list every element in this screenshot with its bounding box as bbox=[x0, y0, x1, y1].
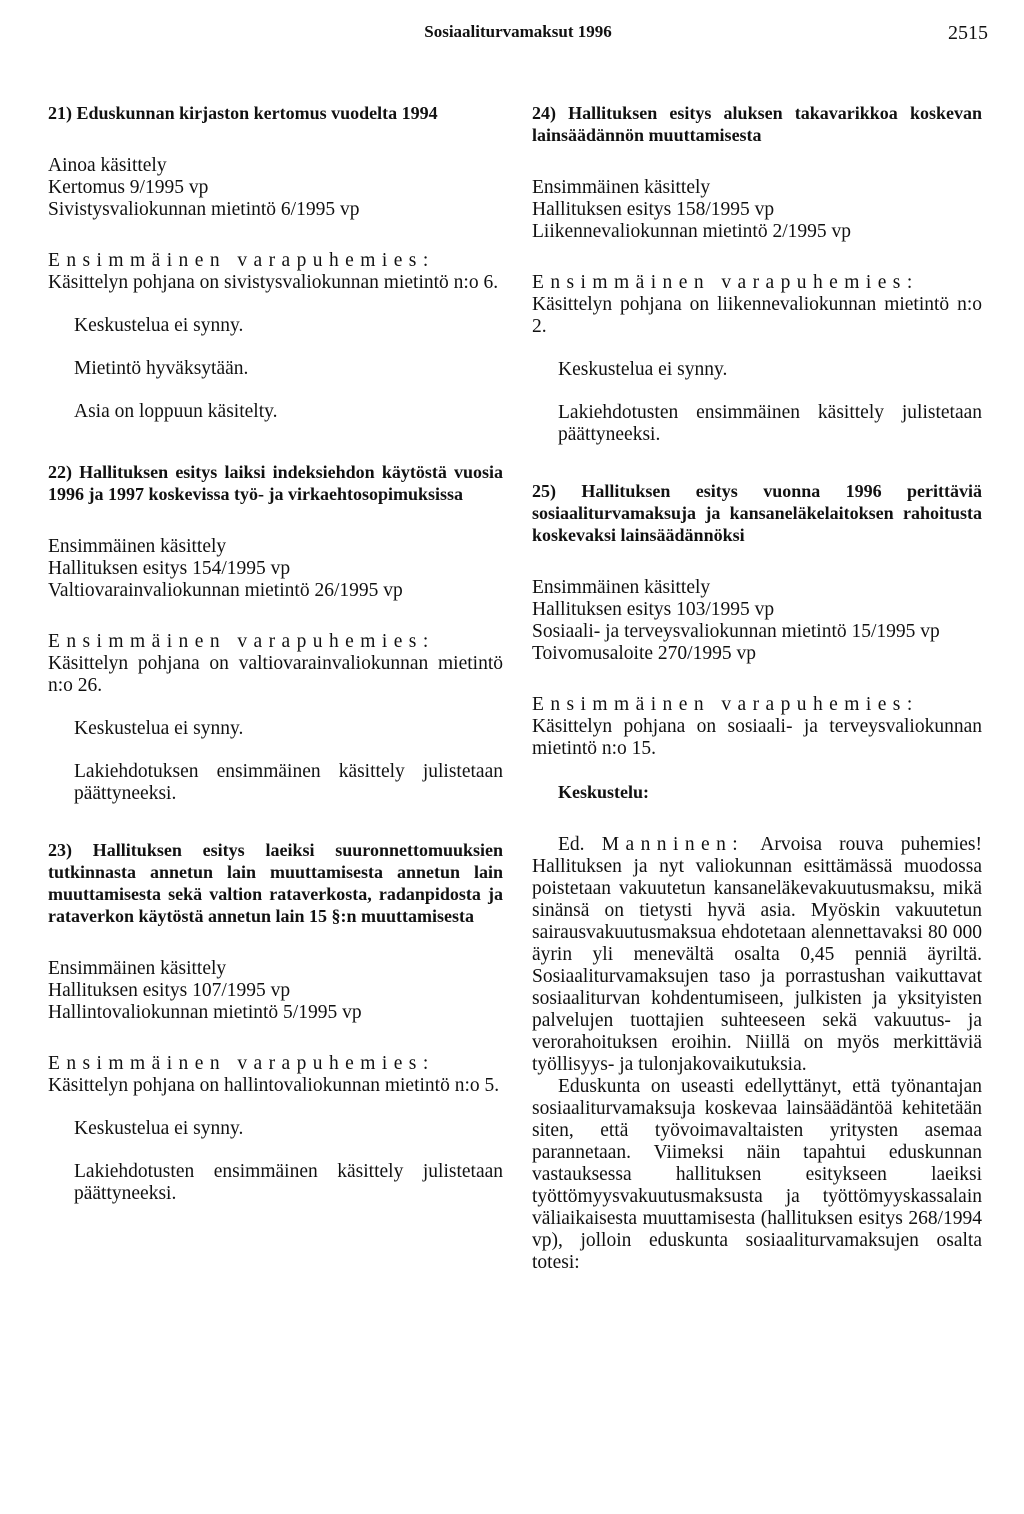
motion-reference: Toivomusaloite 270/1995 vp bbox=[532, 643, 756, 664]
minutes-line: Keskustelua ei synny. bbox=[558, 359, 728, 380]
speaker-statement bbox=[48, 1053, 503, 1097]
item-details bbox=[48, 536, 503, 602]
speaker-statement bbox=[532, 694, 982, 760]
processing-stage: Ensimmäinen käsittely bbox=[532, 577, 711, 598]
mp-prefix: Ed. bbox=[558, 834, 585, 855]
speaker-text: Käsittelyn pohjana on sosiaali- ja terveysvaliokunnan mietintö n:o 15. bbox=[532, 716, 982, 759]
right-column bbox=[532, 102, 982, 1303]
reference-document: Hallituksen esitys 107/1995 vp bbox=[48, 980, 291, 1001]
section-21 bbox=[48, 102, 503, 423]
running-header bbox=[48, 20, 988, 50]
committee-report: Sosiaali- ja terveysvaliokunnan mietintö 15/1995 vp bbox=[532, 621, 940, 642]
section-title: 24) Hallituksen esitys aluksen takavarikkoa koskevan lainsäädännön muuttamisesta bbox=[532, 103, 982, 145]
item-details bbox=[532, 177, 982, 243]
speech-paragraph: Eduskunta on useasti edellyttänyt, että työnantajan sosiaaliturvamaksuja koskevaa lainsäädäntöä kehitetään siten, että työvoimavaltaisten yritysten asemaa parannetaan. Viimeksi näin tapahtui eduskunnan vastauksessa hallituksen esitykseen laeiksi työttömyysvakuutusmaksusta ja työttömyyskassalain väliaikaisesta muuttamisesta (hallituksen esitys 268/1994 vp), jolloin eduskunta sosiaaliturvamaksujen osalta totesi: bbox=[532, 1076, 982, 1273]
minutes-line: Keskustelua ei synny. bbox=[74, 718, 244, 739]
minutes-line: Lakiehdotuksen ensimmäinen käsittely julistetaan päättyneeksi. bbox=[74, 761, 503, 804]
page-number: 2515 bbox=[948, 22, 988, 44]
processing-stage: Ensimmäinen käsittely bbox=[48, 536, 227, 557]
processing-stage: Ainoa käsittely bbox=[48, 155, 167, 176]
speaker-name: Ensimmäinen varapuhemies: bbox=[48, 1053, 435, 1074]
section-23 bbox=[48, 839, 503, 1205]
reference-document: Hallituksen esitys 103/1995 vp bbox=[532, 599, 775, 620]
reference-document: Hallituksen esitys 154/1995 vp bbox=[48, 558, 291, 579]
speaker-statement bbox=[532, 272, 982, 338]
minutes-line: Lakiehdotusten ensimmäinen käsittely julistetaan päättyneeksi. bbox=[74, 1161, 503, 1204]
processing-stage: Ensimmäinen käsittely bbox=[532, 177, 711, 198]
section-24 bbox=[532, 102, 982, 446]
speech-paragraph bbox=[532, 834, 982, 1076]
speaker-statement bbox=[48, 250, 503, 294]
committee-report: Liikennevaliokunnan mietintö 2/1995 vp bbox=[532, 221, 851, 242]
speaker-name: Ensimmäinen varapuhemies: bbox=[48, 250, 435, 271]
minutes-line: Keskustelua ei synny. bbox=[74, 315, 244, 336]
speaker-name: Ensimmäinen varapuhemies: bbox=[48, 631, 435, 652]
reference-document: Kertomus 9/1995 vp bbox=[48, 177, 209, 198]
item-details bbox=[48, 958, 503, 1024]
processing-stage: Ensimmäinen käsittely bbox=[48, 958, 227, 979]
running-title: Sosiaaliturvamaksut 1996 bbox=[424, 22, 612, 41]
item-details bbox=[48, 155, 503, 221]
speaker-name: Ensimmäinen varapuhemies: bbox=[532, 272, 919, 293]
committee-report: Valtiovarainvaliokunnan mietintö 26/1995 vp bbox=[48, 580, 403, 601]
mp-name: Manninen: bbox=[601, 834, 745, 855]
section-title: 23) Hallituksen esitys laeiksi suuronnettomuuksien tutkinnasta annetun lain muuttamisesta annetun lain muuttamisesta sekä valtion rataverkosta, radanpidosta ja rataverkon käytöstä annetun lain 15 §:n muuttamisesta bbox=[48, 840, 503, 926]
minutes-line: Asia on loppuun käsitelty. bbox=[74, 401, 278, 422]
speaker-text: Käsittelyn pohjana on sivistysvaliokunnan mietintö n:o 6. bbox=[48, 272, 499, 293]
section-22 bbox=[48, 461, 503, 805]
committee-report: Hallintovaliokunnan mietintö 5/1995 vp bbox=[48, 1002, 362, 1023]
section-title: 22) Hallituksen esitys laiksi indeksiehdon käytöstä vuosia 1996 ja 1997 koskevissa työ- ja virkaehtosopimuksissa bbox=[48, 462, 503, 504]
discussion-label: Keskustelu: bbox=[558, 782, 650, 802]
speaker-text: Käsittelyn pohjana on liikennevaliokunnan mietintö n:o 2. bbox=[532, 294, 982, 337]
speech-text: Arvoisa rouva puhemies! Hallituksen ja nyt valiokunnan esittämässä muodossa poistetaan vakuutetun kansaneläkevakuutusmaksu, mikä sinänsä on tietysti hyvä asia. Myöskin vakuutetun sairausvakuutusmaksua ehdotetaan alennettavaksi 80 000 äyrin yli menevältä osalta 0,45 penniä äyriltä. Sosiaaliturvamaksujen taso ja porrastushan vaikuttavat sosiaaliturvan kohdentumiseen, julkisten ja yksityisten palvelujen tuottajien suhteeseen sekä vakuutus- ja verorahoituksen eroihin. Niillä on myös merkittäviä työllisyys- ja tulonjakovaikutuksia. bbox=[532, 834, 982, 1075]
reference-document: Hallituksen esitys 158/1995 vp bbox=[532, 199, 775, 220]
section-title: 21) Eduskunnan kirjaston kertomus vuodelta 1994 bbox=[48, 103, 438, 123]
left-column bbox=[48, 102, 503, 1234]
speaker-statement bbox=[48, 631, 503, 697]
minutes-line: Mietintö hyväksytään. bbox=[74, 358, 249, 379]
speaker-text: Käsittelyn pohjana on valtiovarainvaliokunnan mietintö n:o 26. bbox=[48, 653, 503, 696]
speaker-text: Käsittelyn pohjana on hallintovaliokunnan mietintö n:o 5. bbox=[48, 1075, 500, 1096]
committee-report: Sivistysvaliokunnan mietintö 6/1995 vp bbox=[48, 199, 360, 220]
minutes-line: Keskustelua ei synny. bbox=[74, 1118, 244, 1139]
speaker-name: Ensimmäinen varapuhemies: bbox=[532, 694, 919, 715]
item-details bbox=[532, 577, 982, 665]
section-25 bbox=[532, 480, 982, 1274]
section-title: 25) Hallituksen esitys vuonna 1996 perittäviä sosiaaliturvamaksuja ja kansaneläkelaitoksen rahoitusta koskevaksi lainsäädännöksi bbox=[532, 481, 982, 545]
minutes-line: Lakiehdotusten ensimmäinen käsittely julistetaan päättyneeksi. bbox=[558, 402, 982, 445]
